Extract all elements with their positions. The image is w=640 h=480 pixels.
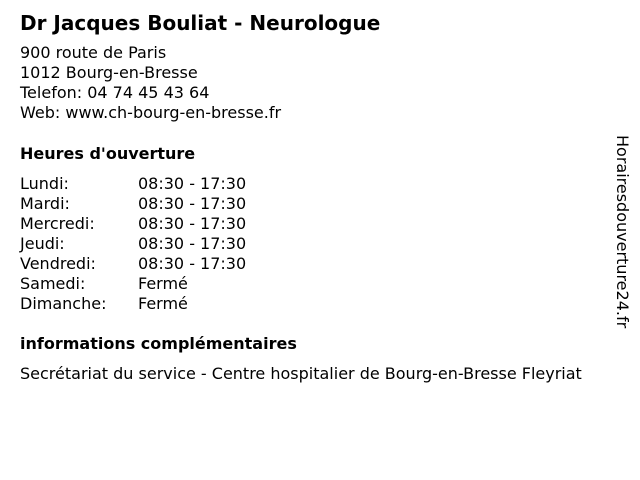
site-watermark: Horairesdouverture24.fr <box>613 135 632 329</box>
hours-value: Fermé <box>138 294 188 313</box>
hours-value: Fermé <box>138 274 188 293</box>
day-label: Dimanche: <box>20 294 107 313</box>
website-link[interactable]: Web: www.ch-bourg-en-bresse.fr <box>20 103 282 122</box>
day-label: Jeudi: <box>20 234 65 253</box>
hours-value: 08:30 - 17:30 <box>138 254 247 273</box>
day-label: Samedi: <box>20 274 86 293</box>
day-label: Mercredi: <box>20 214 95 233</box>
hours-value: 08:30 - 17:30 <box>138 194 247 213</box>
address-block <box>20 43 281 123</box>
day-label: Vendredi: <box>20 254 96 273</box>
info-text: Secrétariat du service - Centre hospitalier de Bourg-en-Bresse Fleyriat <box>20 364 582 383</box>
city-address: 1012 Bourg-en-Bresse <box>20 63 198 82</box>
day-label: Mardi: <box>20 194 70 213</box>
page-title: Dr Jacques Bouliat - Neurologue <box>20 11 381 35</box>
day-label: Lundi: <box>20 174 69 193</box>
street-address: 900 route de Paris <box>20 43 167 62</box>
phone-number: Telefon: 04 74 45 43 64 <box>20 83 210 102</box>
hours-value: 08:30 - 17:30 <box>138 174 247 193</box>
info-heading: informations complémentaires <box>20 334 297 353</box>
hours-value: 08:30 - 17:30 <box>138 214 247 233</box>
hours-heading: Heures d'ouverture <box>20 144 196 163</box>
hours-value: 08:30 - 17:30 <box>138 234 247 253</box>
